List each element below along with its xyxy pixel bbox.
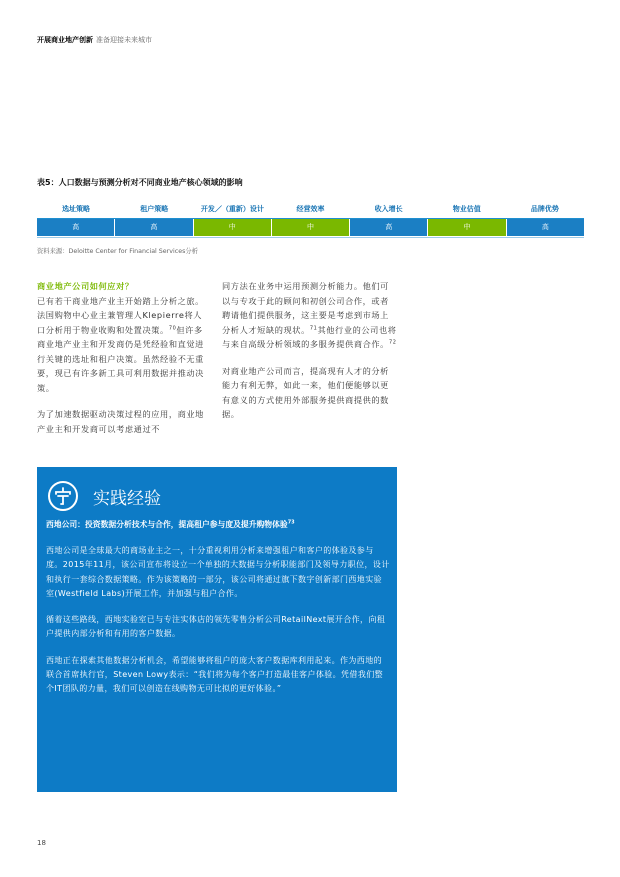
table-bottom-rule bbox=[37, 237, 584, 238]
impact-table bbox=[37, 201, 584, 238]
footnote-ref: 73 bbox=[287, 519, 295, 526]
practice-icon bbox=[48, 481, 78, 511]
paragraph: 为了加速数据驱动决策过程的应用，商业地产业主和开发商可以考虑通过不 bbox=[37, 409, 204, 434]
left-column bbox=[37, 279, 205, 448]
table-value-cell: 高 bbox=[350, 219, 428, 236]
case-title: 实践经验 bbox=[93, 489, 161, 509]
table-header-cell: 品牌优势 bbox=[530, 205, 559, 213]
paragraph: 对商业地产公司而言，提高现有人才的分析能力有利无弊，如此一来，他们便能够以更有意义的方式使用外部服务提供商提供的数据。 bbox=[222, 365, 389, 419]
table-header-cell: 租户策略 bbox=[140, 205, 169, 213]
page-header bbox=[37, 35, 152, 45]
table-value-cell: 中 bbox=[272, 219, 350, 236]
footnote-ref: 70 bbox=[168, 324, 177, 331]
table-header-cell: 收入增长 bbox=[374, 205, 403, 213]
paragraph: 循着这些路线，西地实验室已与专注实体店的领先零售分析公司RetailNext展开合作，向租户提供内部分析和有用的客户数据。 bbox=[46, 615, 386, 639]
table-source: 资料来源：Deloitte Center for Financial Services分析 bbox=[37, 248, 198, 255]
right-column bbox=[222, 279, 397, 434]
table-value-cell: 中 bbox=[194, 219, 272, 236]
paragraph: 西地公司是全球最大的商场业主之一，十分重视利用分析来增强租户和客户的体验及参与度。2015年11月，该公司宣布将设立一个单独的大数据与分析职能部门及领导力职位，设计和执行一套综合数据策略。作为该策略的一部分，该公司将通过旗下数字创新部门西地实验室(Westfield Labs)开展工作，并加强与租户合作。 bbox=[46, 546, 390, 598]
table-value-row bbox=[37, 219, 584, 236]
case-study-box bbox=[37, 467, 397, 792]
paragraph: 同方法在业务中运用预测分析能力。他们可以与专攻于此的顾问和初创公司合作，或者聘请他们提供服务，这主要是考虑到市场上分析人才短缺的现状。$^{71}$其他行业的公司也将与来自高级分析领域的多服务提供商合作。$^{72}$ bbox=[222, 281, 397, 349]
table-header-cell: 物业估值 bbox=[452, 205, 481, 213]
table-value-cell: 高 bbox=[37, 219, 115, 236]
practice-icon-glyph bbox=[50, 483, 76, 509]
table-value-cell: 高 bbox=[115, 219, 193, 236]
case-body bbox=[46, 544, 390, 709]
header-subtitle: 准备迎接未来城市 bbox=[96, 36, 152, 44]
table-header-cell: 经营效率 bbox=[296, 205, 325, 213]
section-heading: 商业地产公司如何应对？ bbox=[37, 281, 134, 291]
paragraph: 西地正在探索其他数据分析机会，希望能够将租户的庞大客户数据库利用起来。作为西地的联合首席执行官，Steven Lowy表示：“我们将为每个客户打造最佳客户体验。凭借我们整个IT团队的力量，我们可以创造在线购物无可比拟的更好体验。” bbox=[46, 655, 384, 694]
paragraph: 已有若干商业地产业主开始踏上分析之旅。法国购物中心业主兼管理人Klepierre将人口分析用于物业收购和处置决策。$^{70}$但许多商业地产业主和开发商仍是凭经验和直觉进行关键的选址和租户决策。虽然经验不无重要，现已有许多新工具可利用数据并推动决策。 bbox=[37, 295, 204, 393]
table-header-row bbox=[37, 201, 584, 219]
table-title: 表5：人口数据与预测分析对不同商业地产核心领域的影响 bbox=[37, 178, 243, 187]
header-title: 开展商业地产创新 bbox=[37, 36, 93, 44]
page-number: 18 bbox=[37, 839, 46, 847]
table-value-cell: 中 bbox=[428, 219, 506, 236]
table-header-cell: 开发／（重新）设计 bbox=[200, 205, 264, 213]
case-subtitle: 西地公司：投资数据分析技术与合作，提高租户参与度及提升购物体验$^{73}$ bbox=[46, 519, 295, 529]
footnote-ref: 72 bbox=[388, 339, 397, 346]
table-header-cell: 选址策略 bbox=[62, 205, 91, 213]
table-value-cell: 高 bbox=[507, 219, 584, 236]
footnote-ref: 71 bbox=[309, 324, 318, 331]
